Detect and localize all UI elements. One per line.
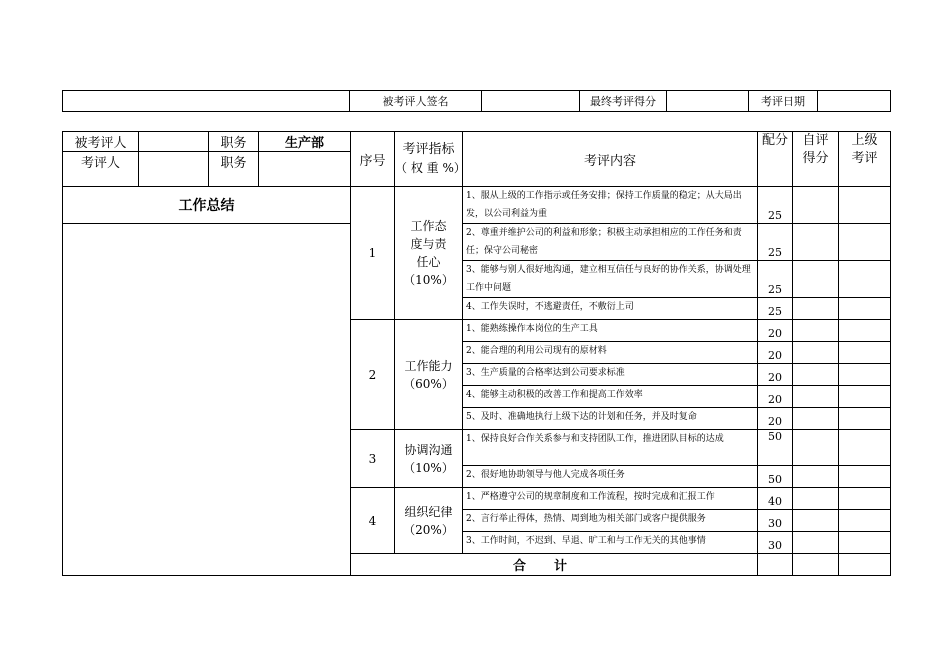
position-label: 职务 xyxy=(209,132,259,152)
item-text: 3、生产质量的合格率达到公司要求标准 xyxy=(463,364,758,386)
item-score: 30 xyxy=(758,532,793,554)
superior-score-cell[interactable] xyxy=(839,386,891,408)
item-text: 1、能熟练操作本岗位的生产工具 xyxy=(463,320,758,342)
self-score-cell[interactable] xyxy=(793,298,839,320)
indicator-header xyxy=(395,132,466,187)
group-indicator xyxy=(395,320,463,430)
seq-header: 序号 xyxy=(351,132,395,187)
blank-cell xyxy=(63,91,350,112)
group-seq: 1 xyxy=(351,187,395,320)
item-text: 3、工作时间，不迟到、早退、旷工和与工作无关的其他事情 xyxy=(463,532,758,554)
final-score-label: 最终考评得分 xyxy=(580,91,667,112)
item-score: 20 xyxy=(758,386,793,408)
superior-score-cell[interactable] xyxy=(839,430,891,466)
item-text: 2、很好地协助领导与他人完成各项任务 xyxy=(463,466,758,488)
group-indicator xyxy=(395,488,463,554)
item-score: 25 xyxy=(758,224,793,261)
group-weight: （60%） xyxy=(403,376,454,391)
self-score-cell[interactable] xyxy=(793,510,839,532)
self-score-cell[interactable] xyxy=(793,224,839,261)
item-score: 25 xyxy=(758,298,793,320)
signee-field[interactable] xyxy=(482,91,580,112)
total-score-cell xyxy=(758,554,793,576)
self-score-cell[interactable] xyxy=(793,187,839,224)
group-indicator-name: 工作态度与责任心 xyxy=(410,219,447,269)
superior-score-cell[interactable] xyxy=(839,342,891,364)
appraisee-label: 被考评人 xyxy=(63,132,139,152)
superior-score-header: 上级考评 xyxy=(839,132,891,187)
item-text: 2、言行举止得体，热情、周到地为相关部门或客户提供服务 xyxy=(463,510,758,532)
signature-table xyxy=(62,90,891,112)
superior-score-cell[interactable] xyxy=(839,408,891,430)
self-score-cell[interactable] xyxy=(793,342,839,364)
superior-score-cell[interactable] xyxy=(839,224,891,261)
self-score-cell[interactable] xyxy=(793,430,839,466)
department-value: 生产部 xyxy=(259,132,351,152)
item-score: 50 xyxy=(758,466,793,488)
evaluation-table xyxy=(62,131,891,576)
total-superior-cell[interactable] xyxy=(839,554,891,576)
superior-score-cell[interactable] xyxy=(839,187,891,224)
item-text: 1、严格遵守公司的规章制度和工作流程，按时完成和汇报工作 xyxy=(463,488,758,510)
item-score: 40 xyxy=(758,488,793,510)
total-label: 合计 xyxy=(351,554,758,576)
self-score-cell[interactable] xyxy=(793,466,839,488)
group-weight: （20%） xyxy=(403,522,454,537)
superior-score-cell[interactable] xyxy=(839,466,891,488)
self-score-cell[interactable] xyxy=(793,364,839,386)
self-score-cell[interactable] xyxy=(793,320,839,342)
summary-title: 工作总结 xyxy=(63,187,351,224)
total-self-cell[interactable] xyxy=(793,554,839,576)
item-text: 2、尊重并维护公司的利益和形象；积极主动承担相应的工作任务和责任；保守公司秘密 xyxy=(463,224,758,261)
item-score: 20 xyxy=(758,364,793,386)
item-score: 50 xyxy=(758,430,793,466)
group-weight: （10%） xyxy=(403,460,454,475)
group-indicator-name: 协调沟通 xyxy=(404,442,453,457)
score-header: 配分 xyxy=(758,132,793,187)
item-text: 1、保持良好合作关系参与和支持团队工作，推进团队目标的达成 xyxy=(463,430,758,466)
self-score-cell[interactable] xyxy=(793,261,839,298)
signee-label: 被考评人签名 xyxy=(350,91,482,112)
superior-score-cell[interactable] xyxy=(839,261,891,298)
self-score-cell[interactable] xyxy=(793,532,839,554)
self-score-header: 自评得分 xyxy=(793,132,839,187)
item-score: 30 xyxy=(758,510,793,532)
appraiser-field[interactable] xyxy=(139,152,209,187)
superior-score-cell[interactable] xyxy=(839,298,891,320)
group-indicator xyxy=(395,430,463,488)
item-text: 3、能够与别人很好地沟通，建立相互信任与良好的协作关系，协调处理工作中问题 xyxy=(463,261,758,298)
group-weight: （10%） xyxy=(403,273,454,287)
self-score-cell[interactable] xyxy=(793,408,839,430)
appraiser-label: 考评人 xyxy=(63,152,139,187)
date-label: 考评日期 xyxy=(749,91,818,112)
item-score: 20 xyxy=(758,342,793,364)
item-score: 20 xyxy=(758,408,793,430)
group-seq: 2 xyxy=(351,320,395,430)
final-score-field[interactable] xyxy=(667,91,749,112)
group-indicator-name: 工作能力 xyxy=(404,358,453,373)
superior-score-cell[interactable] xyxy=(839,320,891,342)
item-score: 25 xyxy=(758,187,793,224)
item-text: 4、工作失误时，不逃避责任，不敷衍上司 xyxy=(463,298,758,320)
appraisee-field[interactable] xyxy=(139,132,209,152)
superior-score-cell[interactable] xyxy=(839,364,891,386)
item-score: 20 xyxy=(758,320,793,342)
summary-body[interactable] xyxy=(63,224,351,576)
date-field[interactable] xyxy=(818,91,891,112)
item-text: 5、及时、准确地执行上级下达的计划和任务，并及时复命 xyxy=(463,408,758,430)
self-score-cell[interactable] xyxy=(793,488,839,510)
group-seq: 4 xyxy=(351,488,395,554)
item-text: 4、能够主动积极的改善工作和提高工作效率 xyxy=(463,386,758,408)
superior-score-cell[interactable] xyxy=(839,510,891,532)
position-label-2: 职务 xyxy=(209,152,259,187)
group-indicator xyxy=(395,187,463,320)
group-seq: 3 xyxy=(351,430,395,488)
content-header: 考评内容 xyxy=(463,132,758,187)
self-score-cell[interactable] xyxy=(793,386,839,408)
superior-score-cell[interactable] xyxy=(839,532,891,554)
superior-score-cell[interactable] xyxy=(839,488,891,510)
indicator-header-label: 考评指标 xyxy=(402,142,455,157)
item-text: 2、能合理的利用公司现有的原材料 xyxy=(463,342,758,364)
position-field-2[interactable] xyxy=(259,152,351,187)
item-text: 1、服从上级的工作指示或任务安排；保持工作质量的稳定；从大局出发，以公司利益为重 xyxy=(463,187,758,224)
indicator-header-sub: （ 权 重 %） xyxy=(395,161,466,175)
group-indicator-name: 组织纪律 xyxy=(404,504,453,519)
item-score: 25 xyxy=(758,261,793,298)
